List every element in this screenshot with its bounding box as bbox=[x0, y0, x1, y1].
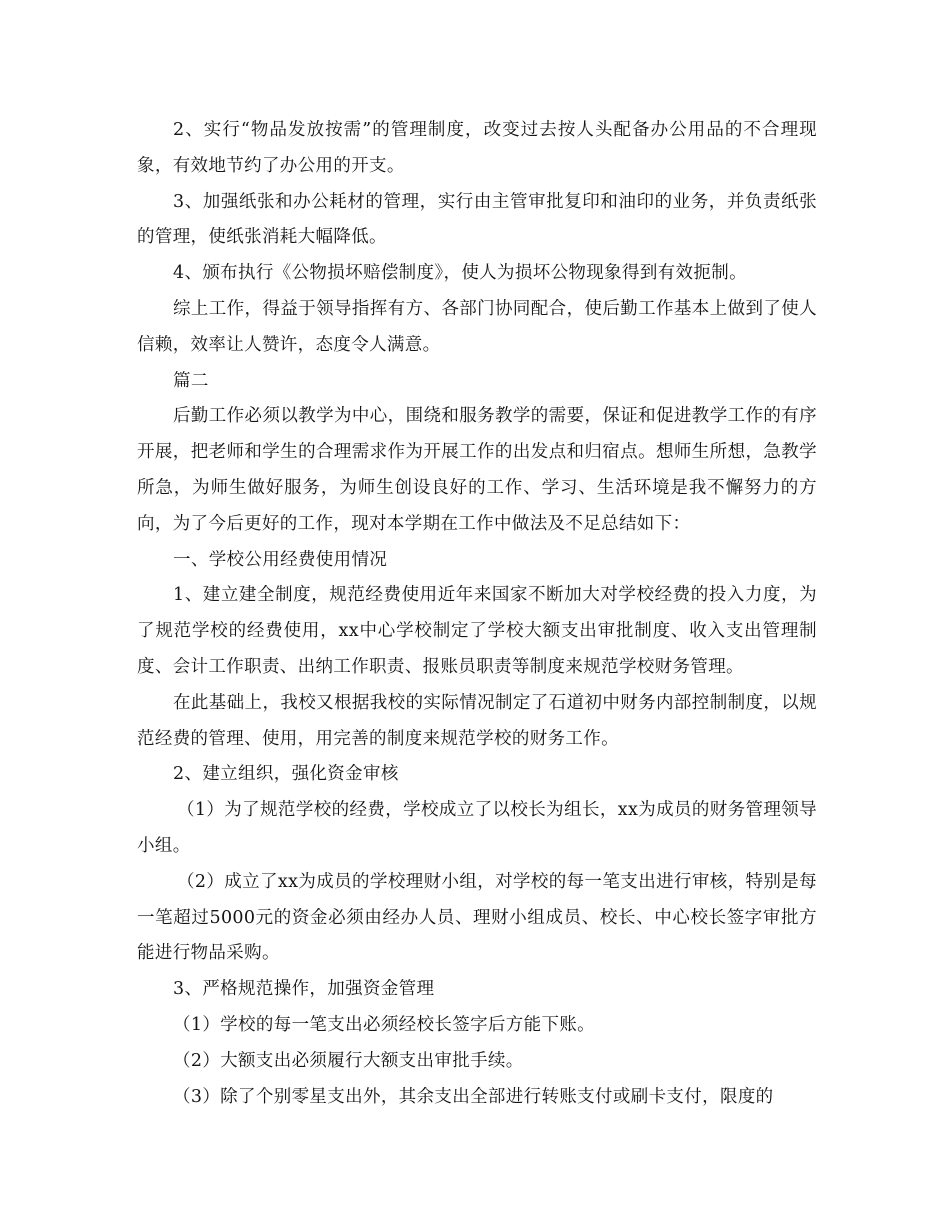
document-body bbox=[137, 113, 817, 1115]
subheading-organization: 2、建立组织，强化资金审核 bbox=[173, 764, 399, 785]
paragraph-rules: 1、建立建全制度，规范经费使用近年来国家不断加大对学校经费的投入力度，为了规范学校的经费使用，xx中心学校制定了学校大额支出审批制度、收入支出管理制度、会计工作职责、出纳工作职责、报账员职责等制度来规范学校财务管理。 bbox=[137, 585, 817, 677]
paragraph-item-4: 4、颁布执行《公物损坏赔偿制度》，使人为损坏公物现象得到有效扼制。 bbox=[173, 263, 747, 284]
subheading-operations: 3、严格规范操作，加强资金管理 bbox=[173, 979, 435, 1000]
section-heading-pian-er: 篇二 bbox=[173, 370, 209, 391]
paragraph-item-3: 3、加强纸张和办公耗材的管理，实行由主管审批复印和油印的业务，并负责纸张的管理，使纸张消耗大幅降低。 bbox=[137, 191, 817, 248]
section-heading-funds: 一、学校公用经费使用情况 bbox=[173, 549, 388, 570]
list-item-budget-group: （2）成立了xx为成员的学校理财小组，对学校的每一笔支出进行审核，特别是每一笔超过5000元的资金必须由经办人员、理财小组成员、校长、中心校长签字审批方能进行物品采购。 bbox=[137, 871, 817, 964]
paragraph-summary: 综上工作，得益于领导指挥有方、各部门协同配合，使后勤工作基本上做到了使人信赖，效率让人赞许，态度令人满意。 bbox=[137, 298, 817, 355]
list-item-transfer-payment: （3）除了个别零星支出外，其余支出全部进行转账支付或刷卡支付，限度的 bbox=[173, 1086, 774, 1107]
paragraph-item-2: 2、实行“物品发放按需”的管理制度，改变过去按人头配备办公用品的不合理现象，有效地节约了办公用的开支。 bbox=[137, 120, 817, 176]
list-item-large-expense: （2）大额支出必须履行大额支出审批手续。 bbox=[173, 1050, 524, 1071]
paragraph-intro: 后勤工作必须以教学为中心，围绕和服务教学的需要，保证和促进教学工作的有序开展，把老师和学生的合理需求作为开展工作的出发点和归宿点。想师生所想，急教学所急，为师生做好服务，为师生创设良好的工作、学习、生活环境是我不懈努力的方向，为了今后更好的工作，现对本学期在工作中做法及不足总结如下： bbox=[137, 406, 817, 534]
paragraph-internal-control: 在此基础上，我校又根据我校的实际情况制定了石道初中财务内部控制制度，以规范经费的管理、使用，用完善的制度来规范学校的财务工作。 bbox=[137, 692, 817, 749]
list-item-signature: （1）学校的每一笔支出必须经校长签字后方能下账。 bbox=[173, 1014, 596, 1035]
list-item-finance-group: （1）为了规范学校的经费，学校成立了以校长为组长，xx为成员的财务管理领导小组。 bbox=[137, 800, 817, 856]
